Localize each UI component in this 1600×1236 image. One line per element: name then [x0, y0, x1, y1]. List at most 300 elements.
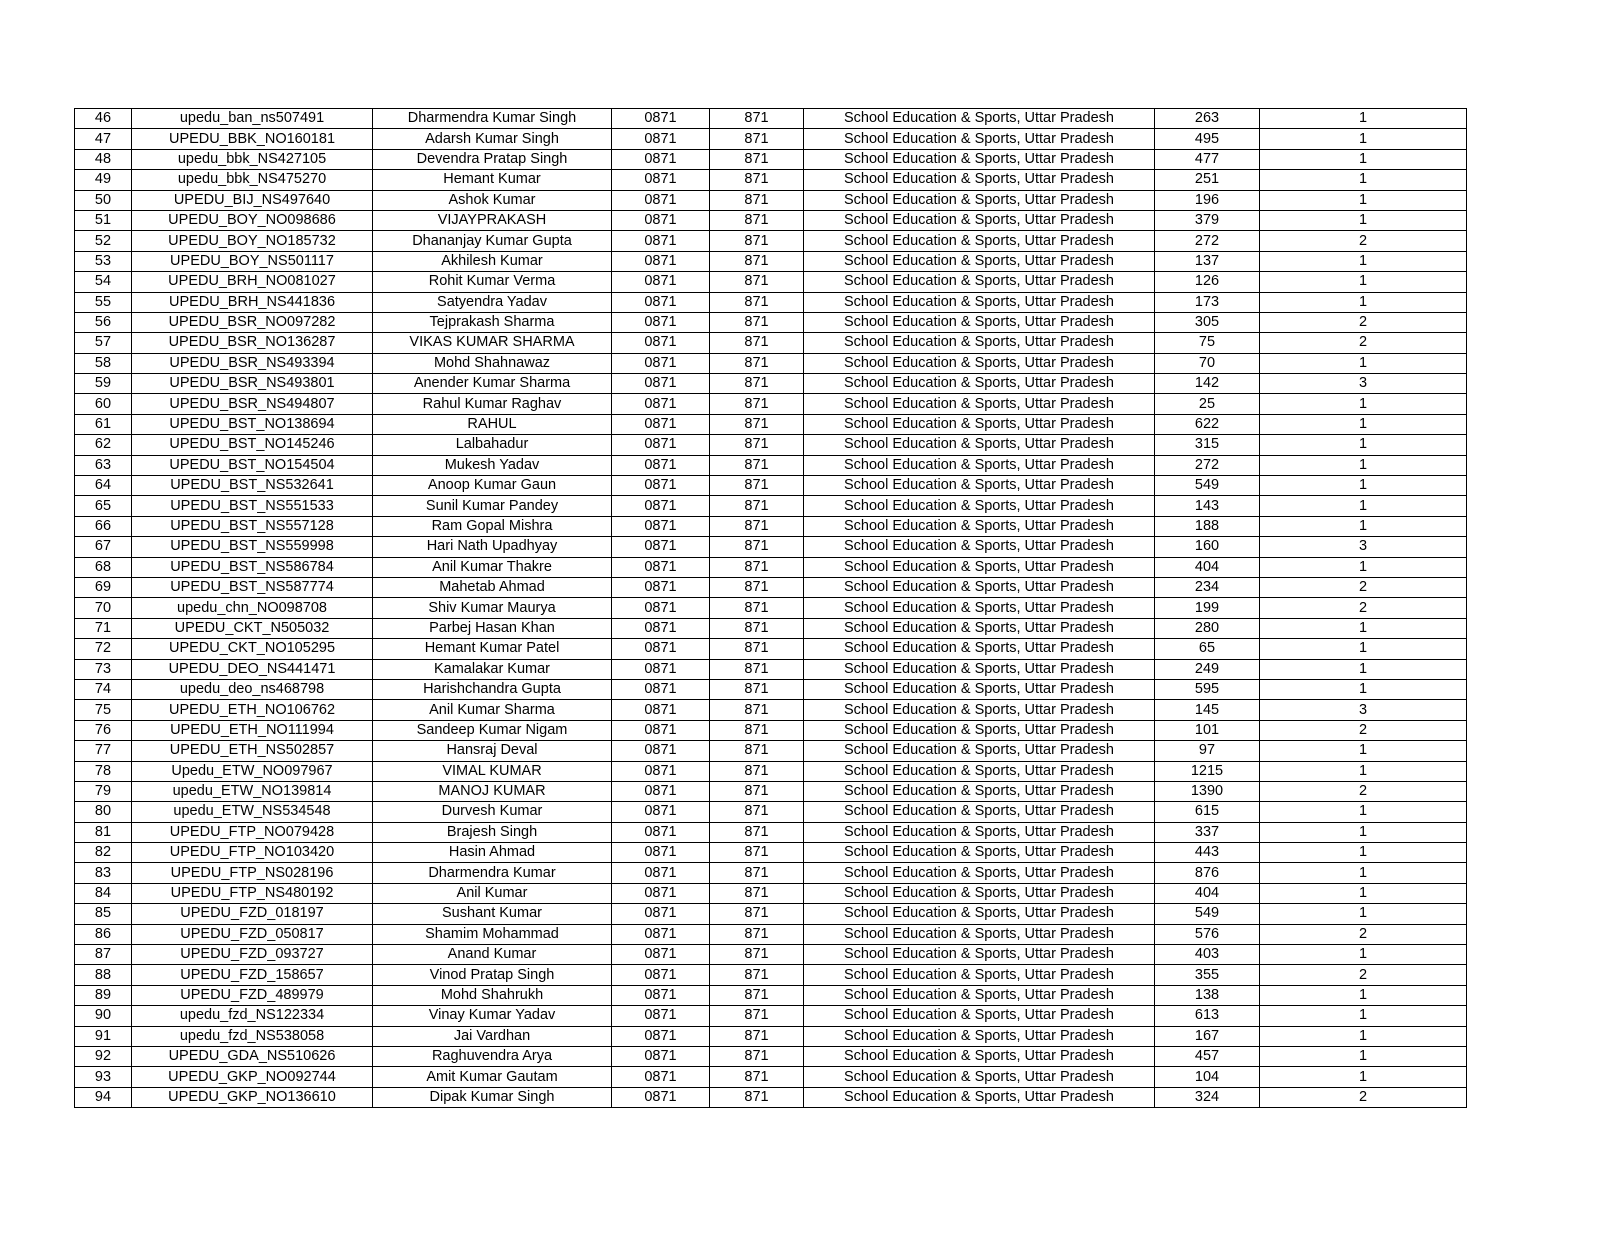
department-cell: School Education & Sports, Uttar Pradesh: [804, 802, 1155, 822]
code-cell: 0871: [612, 924, 710, 944]
quantity-cell: 1: [1260, 251, 1467, 271]
user-id-cell: UPEDU_BST_NO138694: [132, 414, 373, 434]
serial-number-cell: 61: [75, 414, 132, 434]
quantity-cell: 1: [1260, 190, 1467, 210]
code-cell: 0871: [612, 333, 710, 353]
table-row: [75, 374, 1467, 394]
code-cell: 0871: [612, 822, 710, 842]
department-cell: School Education & Sports, Uttar Pradesh: [804, 557, 1155, 577]
name-cell: Shamim Mohammad: [373, 924, 612, 944]
table-row: [75, 516, 1467, 536]
quantity-cell: 1: [1260, 843, 1467, 863]
department-cell: School Education & Sports, Uttar Pradesh: [804, 1026, 1155, 1046]
department-cell: School Education & Sports, Uttar Pradesh: [804, 170, 1155, 190]
name-cell: Mohd Shahrukh: [373, 985, 612, 1005]
table-row: [75, 598, 1467, 618]
count-cell: 576: [1155, 924, 1260, 944]
count-cell: 25: [1155, 394, 1260, 414]
table-row: [75, 985, 1467, 1005]
short-code-cell: 871: [710, 904, 804, 924]
count-cell: 137: [1155, 251, 1260, 271]
department-cell: School Education & Sports, Uttar Pradesh: [804, 618, 1155, 638]
table-row: [75, 231, 1467, 251]
department-cell: School Education & Sports, Uttar Pradesh: [804, 190, 1155, 210]
count-cell: 138: [1155, 985, 1260, 1005]
serial-number-cell: 87: [75, 945, 132, 965]
serial-number-cell: 55: [75, 292, 132, 312]
department-cell: School Education & Sports, Uttar Pradesh: [804, 1067, 1155, 1087]
count-cell: 404: [1155, 883, 1260, 903]
quantity-cell: 1: [1260, 761, 1467, 781]
name-cell: Harishchandra Gupta: [373, 679, 612, 699]
quantity-cell: 1: [1260, 639, 1467, 659]
serial-number-cell: 73: [75, 659, 132, 679]
quantity-cell: 1: [1260, 455, 1467, 475]
serial-number-cell: 59: [75, 374, 132, 394]
code-cell: 0871: [612, 741, 710, 761]
table-row: [75, 353, 1467, 373]
name-cell: VIMAL KUMAR: [373, 761, 612, 781]
document-page: [74, 108, 1466, 1108]
user-id-cell: UPEDU_GDA_NS510626: [132, 1046, 373, 1066]
user-id-cell: UPEDU_BST_NO154504: [132, 455, 373, 475]
department-cell: School Education & Sports, Uttar Pradesh: [804, 985, 1155, 1005]
quantity-cell: 2: [1260, 1087, 1467, 1107]
quantity-cell: 1: [1260, 802, 1467, 822]
department-cell: School Education & Sports, Uttar Pradesh: [804, 945, 1155, 965]
user-id-cell: UPEDU_BST_NS586784: [132, 557, 373, 577]
count-cell: 142: [1155, 374, 1260, 394]
quantity-cell: 2: [1260, 312, 1467, 332]
quantity-cell: 1: [1260, 1067, 1467, 1087]
user-id-cell: UPEDU_BST_NS559998: [132, 537, 373, 557]
department-cell: School Education & Sports, Uttar Pradesh: [804, 537, 1155, 557]
department-cell: School Education & Sports, Uttar Pradesh: [804, 965, 1155, 985]
name-cell: VIKAS KUMAR SHARMA: [373, 333, 612, 353]
table-row: [75, 394, 1467, 414]
table-body: [75, 109, 1467, 1108]
department-cell: School Education & Sports, Uttar Pradesh: [804, 720, 1155, 740]
code-cell: 0871: [612, 292, 710, 312]
department-cell: School Education & Sports, Uttar Pradesh: [804, 904, 1155, 924]
short-code-cell: 871: [710, 965, 804, 985]
short-code-cell: 871: [710, 210, 804, 230]
code-cell: 0871: [612, 272, 710, 292]
serial-number-cell: 85: [75, 904, 132, 924]
count-cell: 143: [1155, 496, 1260, 516]
code-cell: 0871: [612, 761, 710, 781]
code-cell: 0871: [612, 639, 710, 659]
table-row: [75, 720, 1467, 740]
department-cell: School Education & Sports, Uttar Pradesh: [804, 394, 1155, 414]
code-cell: 0871: [612, 904, 710, 924]
code-cell: 0871: [612, 781, 710, 801]
table-row: [75, 129, 1467, 149]
count-cell: 272: [1155, 455, 1260, 475]
quantity-cell: 2: [1260, 720, 1467, 740]
department-cell: School Education & Sports, Uttar Pradesh: [804, 598, 1155, 618]
name-cell: Vinay Kumar Yadav: [373, 1006, 612, 1026]
user-id-cell: UPEDU_BSR_NO097282: [132, 312, 373, 332]
short-code-cell: 871: [710, 700, 804, 720]
department-cell: School Education & Sports, Uttar Pradesh: [804, 231, 1155, 251]
quantity-cell: 1: [1260, 516, 1467, 536]
name-cell: Tejprakash Sharma: [373, 312, 612, 332]
serial-number-cell: 94: [75, 1087, 132, 1107]
count-cell: 495: [1155, 129, 1260, 149]
quantity-cell: 1: [1260, 272, 1467, 292]
short-code-cell: 871: [710, 659, 804, 679]
table-row: [75, 639, 1467, 659]
serial-number-cell: 60: [75, 394, 132, 414]
quantity-cell: 1: [1260, 414, 1467, 434]
short-code-cell: 871: [710, 394, 804, 414]
short-code-cell: 871: [710, 1026, 804, 1046]
quantity-cell: 1: [1260, 863, 1467, 883]
quantity-cell: 2: [1260, 333, 1467, 353]
table-row: [75, 883, 1467, 903]
code-cell: 0871: [612, 537, 710, 557]
code-cell: 0871: [612, 802, 710, 822]
short-code-cell: 871: [710, 374, 804, 394]
short-code-cell: 871: [710, 924, 804, 944]
name-cell: Mukesh Yadav: [373, 455, 612, 475]
table-row: [75, 312, 1467, 332]
user-id-cell: UPEDU_FZD_018197: [132, 904, 373, 924]
code-cell: 0871: [612, 190, 710, 210]
department-cell: School Education & Sports, Uttar Pradesh: [804, 374, 1155, 394]
serial-number-cell: 65: [75, 496, 132, 516]
name-cell: Anil Kumar: [373, 883, 612, 903]
user-id-cell: Upedu_ETW_NO097967: [132, 761, 373, 781]
short-code-cell: 871: [710, 822, 804, 842]
department-cell: School Education & Sports, Uttar Pradesh: [804, 843, 1155, 863]
short-code-cell: 871: [710, 333, 804, 353]
department-cell: School Education & Sports, Uttar Pradesh: [804, 822, 1155, 842]
quantity-cell: 1: [1260, 985, 1467, 1005]
department-cell: School Education & Sports, Uttar Pradesh: [804, 1006, 1155, 1026]
quantity-cell: 1: [1260, 883, 1467, 903]
count-cell: 199: [1155, 598, 1260, 618]
quantity-cell: 1: [1260, 1026, 1467, 1046]
data-table: [74, 108, 1467, 1108]
short-code-cell: 871: [710, 1046, 804, 1066]
quantity-cell: 1: [1260, 394, 1467, 414]
department-cell: School Education & Sports, Uttar Pradesh: [804, 353, 1155, 373]
table-row: [75, 435, 1467, 455]
quantity-cell: 2: [1260, 965, 1467, 985]
serial-number-cell: 46: [75, 109, 132, 129]
code-cell: 0871: [612, 1046, 710, 1066]
quantity-cell: 3: [1260, 700, 1467, 720]
name-cell: Vinod Pratap Singh: [373, 965, 612, 985]
name-cell: Brajesh Singh: [373, 822, 612, 842]
table-row: [75, 1087, 1467, 1107]
name-cell: Parbej Hasan Khan: [373, 618, 612, 638]
table-row: [75, 1067, 1467, 1087]
short-code-cell: 871: [710, 639, 804, 659]
name-cell: Sandeep Kumar Nigam: [373, 720, 612, 740]
quantity-cell: 1: [1260, 435, 1467, 455]
count-cell: 173: [1155, 292, 1260, 312]
quantity-cell: 1: [1260, 170, 1467, 190]
table-row: [75, 455, 1467, 475]
short-code-cell: 871: [710, 761, 804, 781]
quantity-cell: 2: [1260, 598, 1467, 618]
count-cell: 70: [1155, 353, 1260, 373]
count-cell: 876: [1155, 863, 1260, 883]
table-row: [75, 414, 1467, 434]
serial-number-cell: 78: [75, 761, 132, 781]
short-code-cell: 871: [710, 679, 804, 699]
count-cell: 280: [1155, 618, 1260, 638]
count-cell: 622: [1155, 414, 1260, 434]
department-cell: School Education & Sports, Uttar Pradesh: [804, 700, 1155, 720]
table-row: [75, 700, 1467, 720]
table-row: [75, 109, 1467, 129]
quantity-cell: 2: [1260, 231, 1467, 251]
code-cell: 0871: [612, 210, 710, 230]
department-cell: School Education & Sports, Uttar Pradesh: [804, 863, 1155, 883]
serial-number-cell: 53: [75, 251, 132, 271]
user-id-cell: UPEDU_BIJ_NS497640: [132, 190, 373, 210]
short-code-cell: 871: [710, 231, 804, 251]
count-cell: 305: [1155, 312, 1260, 332]
department-cell: School Education & Sports, Uttar Pradesh: [804, 333, 1155, 353]
quantity-cell: 1: [1260, 659, 1467, 679]
name-cell: Rahul Kumar Raghav: [373, 394, 612, 414]
name-cell: Mohd Shahnawaz: [373, 353, 612, 373]
user-id-cell: UPEDU_FTP_NO103420: [132, 843, 373, 863]
short-code-cell: 871: [710, 843, 804, 863]
name-cell: Raghuvendra Arya: [373, 1046, 612, 1066]
quantity-cell: 1: [1260, 210, 1467, 230]
quantity-cell: 1: [1260, 109, 1467, 129]
user-id-cell: upedu_ban_ns507491: [132, 109, 373, 129]
short-code-cell: 871: [710, 435, 804, 455]
count-cell: 104: [1155, 1067, 1260, 1087]
name-cell: Shiv Kumar Maurya: [373, 598, 612, 618]
user-id-cell: UPEDU_BSR_NS493801: [132, 374, 373, 394]
quantity-cell: 1: [1260, 1046, 1467, 1066]
short-code-cell: 871: [710, 312, 804, 332]
quantity-cell: 1: [1260, 618, 1467, 638]
short-code-cell: 871: [710, 414, 804, 434]
department-cell: School Education & Sports, Uttar Pradesh: [804, 679, 1155, 699]
serial-number-cell: 86: [75, 924, 132, 944]
short-code-cell: 871: [710, 1087, 804, 1107]
count-cell: 404: [1155, 557, 1260, 577]
user-id-cell: UPEDU_FTP_NS028196: [132, 863, 373, 883]
code-cell: 0871: [612, 312, 710, 332]
department-cell: School Education & Sports, Uttar Pradesh: [804, 516, 1155, 536]
code-cell: 0871: [612, 1006, 710, 1026]
serial-number-cell: 49: [75, 170, 132, 190]
serial-number-cell: 51: [75, 210, 132, 230]
short-code-cell: 871: [710, 353, 804, 373]
department-cell: School Education & Sports, Uttar Pradesh: [804, 414, 1155, 434]
count-cell: 97: [1155, 741, 1260, 761]
department-cell: School Education & Sports, Uttar Pradesh: [804, 577, 1155, 597]
count-cell: 457: [1155, 1046, 1260, 1066]
table-row: [75, 149, 1467, 169]
name-cell: Anil Kumar Sharma: [373, 700, 612, 720]
count-cell: 355: [1155, 965, 1260, 985]
count-cell: 160: [1155, 537, 1260, 557]
table-row: [75, 904, 1467, 924]
department-cell: School Education & Sports, Uttar Pradesh: [804, 639, 1155, 659]
quantity-cell: 1: [1260, 822, 1467, 842]
short-code-cell: 871: [710, 863, 804, 883]
user-id-cell: upedu_fzd_NS122334: [132, 1006, 373, 1026]
count-cell: 167: [1155, 1026, 1260, 1046]
count-cell: 549: [1155, 904, 1260, 924]
user-id-cell: UPEDU_BSR_NS493394: [132, 353, 373, 373]
user-id-cell: UPEDU_BRH_NO081027: [132, 272, 373, 292]
name-cell: VIJAYPRAKASH: [373, 210, 612, 230]
count-cell: 337: [1155, 822, 1260, 842]
table-row: [75, 945, 1467, 965]
code-cell: 0871: [612, 496, 710, 516]
code-cell: 0871: [612, 577, 710, 597]
code-cell: 0871: [612, 1087, 710, 1107]
user-id-cell: UPEDU_BST_NS557128: [132, 516, 373, 536]
count-cell: 263: [1155, 109, 1260, 129]
serial-number-cell: 93: [75, 1067, 132, 1087]
code-cell: 0871: [612, 720, 710, 740]
table-row: [75, 863, 1467, 883]
count-cell: 75: [1155, 333, 1260, 353]
department-cell: School Education & Sports, Uttar Pradesh: [804, 1087, 1155, 1107]
serial-number-cell: 83: [75, 863, 132, 883]
serial-number-cell: 62: [75, 435, 132, 455]
table-row: [75, 333, 1467, 353]
department-cell: School Education & Sports, Uttar Pradesh: [804, 455, 1155, 475]
short-code-cell: 871: [710, 149, 804, 169]
serial-number-cell: 67: [75, 537, 132, 557]
count-cell: 196: [1155, 190, 1260, 210]
name-cell: Anoop Kumar Gaun: [373, 476, 612, 496]
code-cell: 0871: [612, 231, 710, 251]
name-cell: Anand Kumar: [373, 945, 612, 965]
user-id-cell: UPEDU_CKT_N505032: [132, 618, 373, 638]
quantity-cell: 1: [1260, 741, 1467, 761]
code-cell: 0871: [612, 557, 710, 577]
short-code-cell: 871: [710, 598, 804, 618]
quantity-cell: 1: [1260, 945, 1467, 965]
name-cell: RAHUL: [373, 414, 612, 434]
code-cell: 0871: [612, 435, 710, 455]
serial-number-cell: 68: [75, 557, 132, 577]
quantity-cell: 1: [1260, 292, 1467, 312]
user-id-cell: UPEDU_FZD_489979: [132, 985, 373, 1005]
table-row: [75, 761, 1467, 781]
code-cell: 0871: [612, 985, 710, 1005]
user-id-cell: upedu_bbk_NS427105: [132, 149, 373, 169]
code-cell: 0871: [612, 598, 710, 618]
user-id-cell: upedu_deo_ns468798: [132, 679, 373, 699]
table-row: [75, 496, 1467, 516]
short-code-cell: 871: [710, 802, 804, 822]
table-row: [75, 618, 1467, 638]
code-cell: 0871: [612, 1026, 710, 1046]
serial-number-cell: 80: [75, 802, 132, 822]
department-cell: School Education & Sports, Uttar Pradesh: [804, 496, 1155, 516]
name-cell: Hari Nath Upadhyay: [373, 537, 612, 557]
table-row: [75, 210, 1467, 230]
department-cell: School Education & Sports, Uttar Pradesh: [804, 659, 1155, 679]
name-cell: Sushant Kumar: [373, 904, 612, 924]
count-cell: 615: [1155, 802, 1260, 822]
name-cell: Satyendra Yadav: [373, 292, 612, 312]
code-cell: 0871: [612, 618, 710, 638]
code-cell: 0871: [612, 170, 710, 190]
quantity-cell: 1: [1260, 129, 1467, 149]
department-cell: School Education & Sports, Uttar Pradesh: [804, 109, 1155, 129]
name-cell: MANOJ KUMAR: [373, 781, 612, 801]
count-cell: 1390: [1155, 781, 1260, 801]
short-code-cell: 871: [710, 537, 804, 557]
user-id-cell: UPEDU_BOY_NO098686: [132, 210, 373, 230]
table-row: [75, 822, 1467, 842]
count-cell: 251: [1155, 170, 1260, 190]
code-cell: 0871: [612, 700, 710, 720]
quantity-cell: 1: [1260, 149, 1467, 169]
serial-number-cell: 50: [75, 190, 132, 210]
quantity-cell: 3: [1260, 537, 1467, 557]
count-cell: 126: [1155, 272, 1260, 292]
serial-number-cell: 58: [75, 353, 132, 373]
count-cell: 101: [1155, 720, 1260, 740]
table-row: [75, 537, 1467, 557]
code-cell: 0871: [612, 149, 710, 169]
code-cell: 0871: [612, 353, 710, 373]
table-row: [75, 190, 1467, 210]
name-cell: Dharmendra Kumar: [373, 863, 612, 883]
quantity-cell: 1: [1260, 557, 1467, 577]
code-cell: 0871: [612, 945, 710, 965]
department-cell: School Education & Sports, Uttar Pradesh: [804, 210, 1155, 230]
table-row: [75, 1046, 1467, 1066]
user-id-cell: UPEDU_GKP_NO092744: [132, 1067, 373, 1087]
short-code-cell: 871: [710, 496, 804, 516]
user-id-cell: UPEDU_ETH_NO106762: [132, 700, 373, 720]
user-id-cell: UPEDU_FZD_093727: [132, 945, 373, 965]
code-cell: 0871: [612, 394, 710, 414]
serial-number-cell: 91: [75, 1026, 132, 1046]
count-cell: 315: [1155, 435, 1260, 455]
code-cell: 0871: [612, 374, 710, 394]
code-cell: 0871: [612, 476, 710, 496]
table-row: [75, 781, 1467, 801]
short-code-cell: 871: [710, 272, 804, 292]
department-cell: School Education & Sports, Uttar Pradesh: [804, 781, 1155, 801]
serial-number-cell: 79: [75, 781, 132, 801]
serial-number-cell: 75: [75, 700, 132, 720]
short-code-cell: 871: [710, 741, 804, 761]
quantity-cell: 1: [1260, 1006, 1467, 1026]
department-cell: School Education & Sports, Uttar Pradesh: [804, 1046, 1155, 1066]
count-cell: 443: [1155, 843, 1260, 863]
user-id-cell: UPEDU_ETH_NS502857: [132, 741, 373, 761]
table-row: [75, 679, 1467, 699]
name-cell: Sunil Kumar Pandey: [373, 496, 612, 516]
user-id-cell: UPEDU_ETH_NO111994: [132, 720, 373, 740]
user-id-cell: UPEDU_BOY_NO185732: [132, 231, 373, 251]
short-code-cell: 871: [710, 720, 804, 740]
user-id-cell: UPEDU_BST_NS551533: [132, 496, 373, 516]
quantity-cell: 2: [1260, 577, 1467, 597]
